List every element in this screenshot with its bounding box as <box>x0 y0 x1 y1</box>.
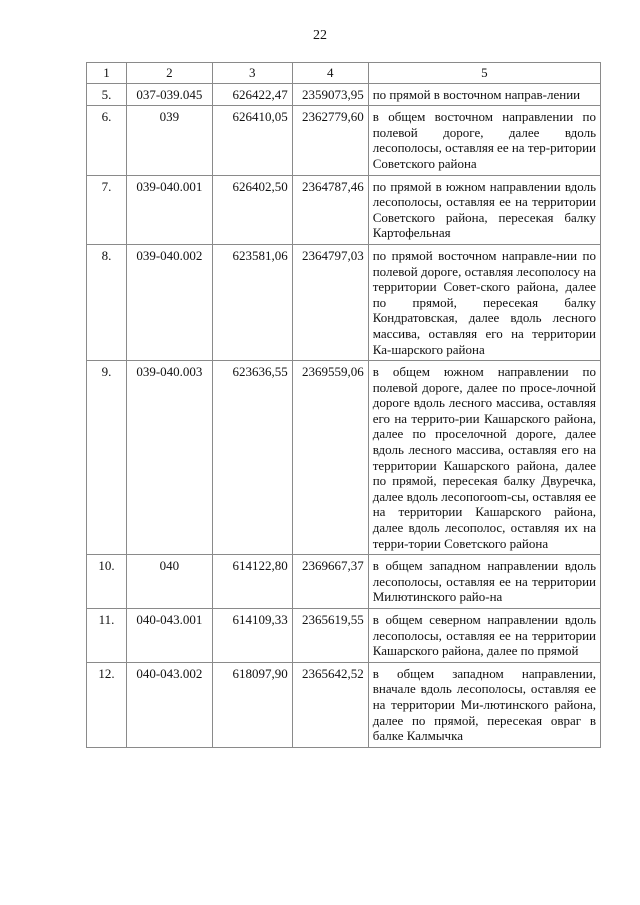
row-number: 12. <box>87 662 127 747</box>
header-cell-2: 2 <box>126 63 212 84</box>
row-number: 5. <box>87 83 127 106</box>
coordinate-y: 2369667,37 <box>292 555 368 609</box>
coordinate-y: 2359073,95 <box>292 83 368 106</box>
coordinate-y: 2364787,46 <box>292 175 368 244</box>
table-row <box>87 83 601 106</box>
coordinate-y: 2365642,52 <box>292 662 368 747</box>
row-number: 9. <box>87 361 127 555</box>
point-code: 039-040.002 <box>126 244 212 360</box>
header-cell-5: 5 <box>368 63 600 84</box>
row-number: 8. <box>87 244 127 360</box>
coordinate-x: 614122,80 <box>212 555 292 609</box>
row-number: 10. <box>87 555 127 609</box>
boundary-description: в общем восточном направлении по полевой дороге, далее вдоль лесополосы, оставляя ее на тер-ритории Советского района <box>368 106 600 175</box>
boundary-description: в общем западном направлении, вначале вдоль лесополосы, оставляя ее на территории Ми-лютинского района, далее по прямой, пересекая овраг в балке Калмычка <box>368 662 600 747</box>
boundary-description: по прямой в восточном направ-лении <box>368 83 600 106</box>
table-header-row <box>87 63 601 84</box>
table-row <box>87 662 601 747</box>
point-code: 037-039.045 <box>126 83 212 106</box>
table-row <box>87 361 601 555</box>
header-cell-1: 1 <box>87 63 127 84</box>
coordinate-x: 623581,06 <box>212 244 292 360</box>
coordinate-x: 618097,90 <box>212 662 292 747</box>
header-cell-3: 3 <box>212 63 292 84</box>
boundary-description: по прямой в южном направлении вдоль лесополосы, оставляя ее на территории Советского района, пересекая балку Картофельная <box>368 175 600 244</box>
table-row <box>87 244 601 360</box>
coordinate-x: 626402,50 <box>212 175 292 244</box>
row-number: 6. <box>87 106 127 175</box>
boundary-description: по прямой восточном направле-нии по полевой дороге, оставляя лесополосу на территории Совет-ского района, далее по прямой, пересекая балку Кондратовская, далее вдоль лесного массива, оставляя его на территории Ка-шарского района <box>368 244 600 360</box>
coordinate-x: 626410,05 <box>212 106 292 175</box>
coordinate-x: 623636,55 <box>212 361 292 555</box>
boundary-description: в общем южном направлении по полевой дороге, далее по просе-лочной дороге вдоль лесного массива, оставляя его на террито-рии Кашарского района, далее по проселочной дороге, далее вдоль лесного массива, оставляя его на территории Кашарского района, далее по прямой, пересекая балку Двуречка, далее вдоль лесопоroom-сы, оставляя ее на территории Кашарского района, далее вдоль лесополос, оставляя их на терри-тории Советского района <box>368 361 600 555</box>
point-code: 039 <box>126 106 212 175</box>
boundary-description: в общем западном направлении вдоль лесополосы, оставляя ее на территории Милютинского райо-на <box>368 555 600 609</box>
row-number: 11. <box>87 609 127 663</box>
table-row <box>87 175 601 244</box>
table-row <box>87 106 601 175</box>
row-number: 7. <box>87 175 127 244</box>
point-code: 039-040.001 <box>126 175 212 244</box>
boundary-table <box>86 62 601 748</box>
point-code: 039-040.003 <box>126 361 212 555</box>
coordinate-x: 614109,33 <box>212 609 292 663</box>
page-number: 22 <box>313 28 327 43</box>
coordinate-y: 2369559,06 <box>292 361 368 555</box>
table-row <box>87 555 601 609</box>
point-code: 040-043.002 <box>126 662 212 747</box>
point-code: 040 <box>126 555 212 609</box>
coordinate-x: 626422,47 <box>212 83 292 106</box>
table-row <box>87 609 601 663</box>
coordinate-y: 2364797,03 <box>292 244 368 360</box>
header-cell-4: 4 <box>292 63 368 84</box>
coordinate-y: 2365619,55 <box>292 609 368 663</box>
coordinate-y: 2362779,60 <box>292 106 368 175</box>
boundary-description: в общем северном направлении вдоль лесополосы, оставляя ее на территории Кашарского района, далее по прямой <box>368 609 600 663</box>
point-code: 040-043.001 <box>126 609 212 663</box>
